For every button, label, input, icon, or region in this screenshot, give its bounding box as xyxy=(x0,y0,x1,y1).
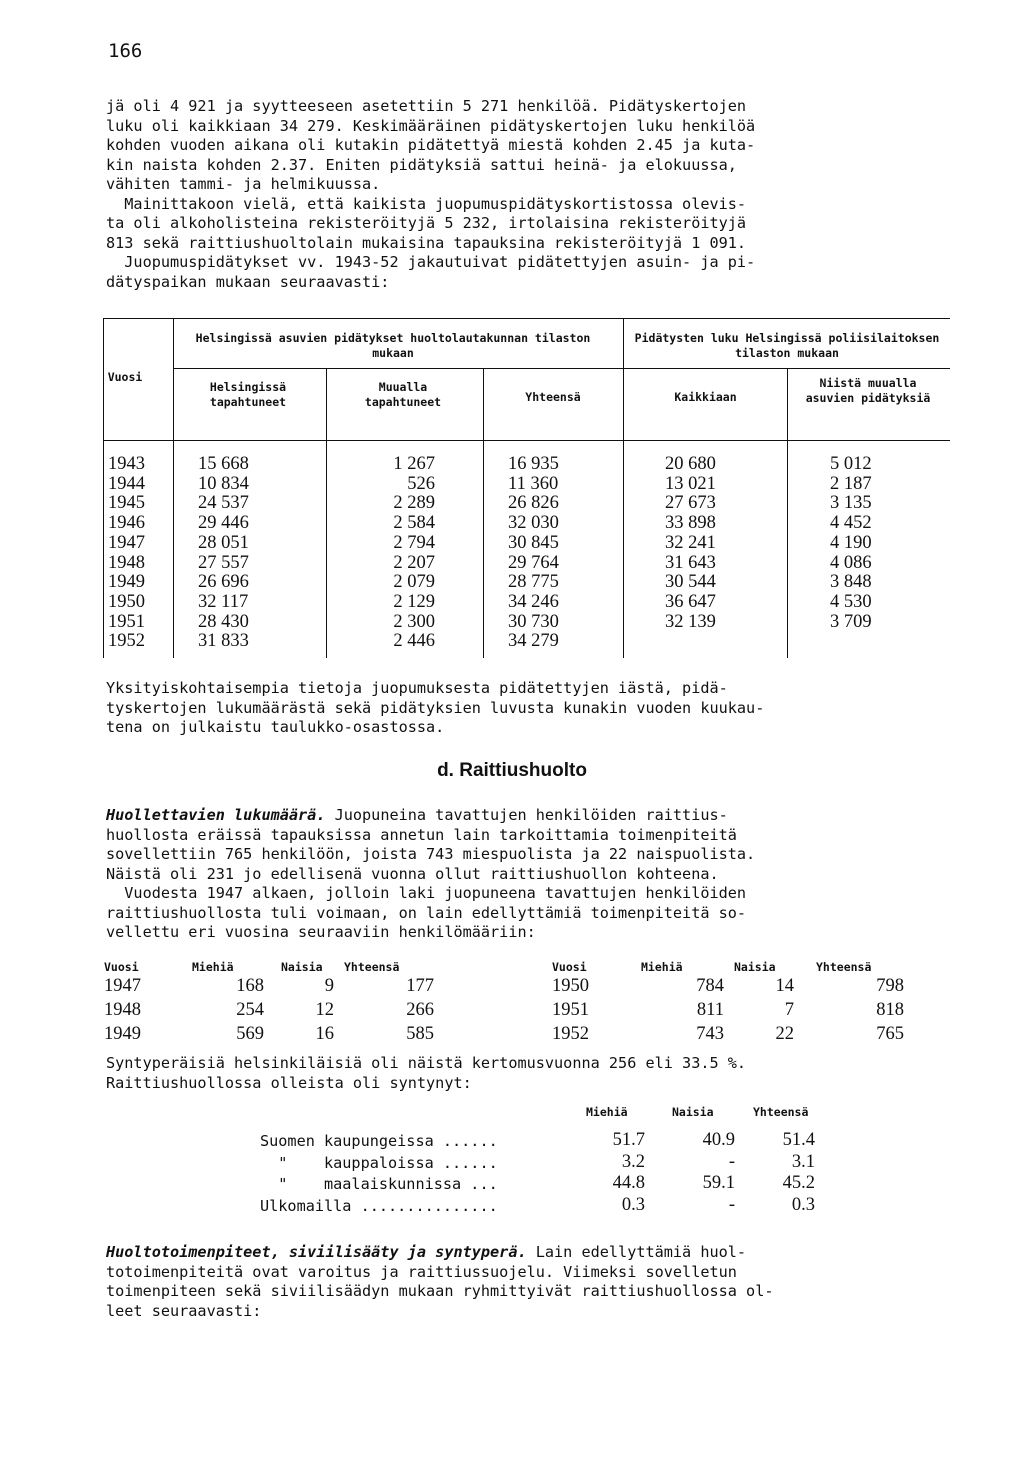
cell-muualla: 2 289 xyxy=(393,493,435,514)
cell-kaikkiaan: 32 241 xyxy=(665,532,716,553)
col-header-muualla: Muualla tapahtuneet xyxy=(364,380,442,409)
table-rule xyxy=(103,318,104,658)
col-header-yhteensa: Yhteensä xyxy=(525,390,581,404)
cell-year: 1949 xyxy=(104,1024,141,1044)
cell-helsingissa: 15 668 xyxy=(198,454,249,474)
cell-niista: 3 135 xyxy=(830,493,872,514)
col-header-miehia: Miehiä xyxy=(641,960,683,974)
cell-yhteensa: 266 xyxy=(406,1000,434,1020)
text-line: leet seuraavasti: xyxy=(106,1301,262,1320)
cell-yhteensa: 45.2 xyxy=(782,1173,815,1193)
table-rule xyxy=(173,318,174,658)
text-line: Yksityiskohtaisempia tietoja juopumuksesta pidätettyjen iästä, pidä- xyxy=(106,679,728,697)
cell-miehia: 168 xyxy=(236,976,264,996)
cell-year: 1952 xyxy=(552,1024,589,1044)
table-rule xyxy=(483,368,484,658)
table-rule xyxy=(103,440,950,441)
cell-muualla: 2 129 xyxy=(393,591,435,612)
origin-paragraph xyxy=(106,1054,966,1093)
row-label: Ulkomailla ............... xyxy=(260,1196,498,1215)
cell-yhteensa: 28 775 xyxy=(508,572,559,593)
cell-year: 1948 xyxy=(104,1000,141,1020)
text-line: luku oli kaikkiaan 34 279. Keskimääräinen pidätyskertojen luku henkilöä xyxy=(106,116,756,135)
row-label: " kauppaloissa ...... xyxy=(260,1153,498,1172)
group-header-huoltolautakunta: Helsingissä asuvien pidätykset huoltolautakunnan tilaston mukaan xyxy=(195,331,591,360)
text-line: Raittiushuollossa olleista oli syntynyt: xyxy=(106,1073,472,1092)
text-line xyxy=(106,1243,966,1263)
cell-niista: 3 848 xyxy=(830,572,872,593)
col-header-naisia: Naisia xyxy=(281,960,323,974)
cell-miehia: 3.2 xyxy=(621,1151,645,1172)
col-header-vuosi: Vuosi xyxy=(104,960,139,974)
cell-yhteensa: 34 279 xyxy=(508,631,559,652)
cell-yhteensa: 51.4 xyxy=(782,1130,815,1150)
col-header-naisia: Naisia xyxy=(672,1105,714,1119)
cell-helsingissa: 24 537 xyxy=(198,493,249,514)
lead-phrase: Huollettavien lukumäärä. xyxy=(106,806,326,824)
cell-year: 1943 xyxy=(108,454,145,474)
text-fragment: Juopuneina tavattujen henkilöiden raittius- xyxy=(325,806,728,824)
cell-helsingissa: 28 051 xyxy=(198,532,249,553)
text-line: Vuodesta 1947 alkaen, jolloin laki juopuneena tavattujen henkilöiden xyxy=(106,884,747,902)
cell-naisia: 40.9 xyxy=(702,1130,735,1150)
text-line: Näistä oli 231 jo edellisenä vuonna ollut raittiushuollon kohteena. xyxy=(106,864,719,883)
cell-year: 1951 xyxy=(108,611,145,632)
col-header-helsingissa: Helsingissä tapahtuneet xyxy=(209,380,287,409)
cell-muualla: 2 794 xyxy=(393,532,435,553)
row-label: Suomen kaupungeissa ...... xyxy=(260,1132,498,1150)
text-line: totoimenpiteitä ovat varoitus ja raittiussuojelu. Viimeksi sovelletun xyxy=(106,1262,737,1281)
cell-yhteensa: 585 xyxy=(406,1024,434,1044)
cell-naisia: 12 xyxy=(315,1000,334,1020)
cell-yhteensa: 29 764 xyxy=(508,552,559,573)
cell-naisia: 7 xyxy=(784,1000,794,1020)
cell-miehia: 51.7 xyxy=(612,1130,645,1150)
cell-yhteensa: 16 935 xyxy=(508,454,559,474)
cell-yhteensa: 765 xyxy=(876,1024,904,1044)
text-line: dätyspaikan mukaan seuraavasti: xyxy=(106,272,390,291)
cell-yhteensa: 818 xyxy=(876,1000,904,1020)
cell-naisia: - xyxy=(728,1151,735,1172)
lead-phrase: Huoltotoimenpiteet, siviilisääty ja syntyperä. xyxy=(106,1243,527,1261)
cell-kaikkiaan: 32 139 xyxy=(665,611,716,632)
cell-yhteensa: 0.3 xyxy=(791,1194,815,1215)
cell-year: 1950 xyxy=(108,591,145,612)
cell-muualla: 2 584 xyxy=(393,513,435,534)
section-heading: d. Raittiushuolto xyxy=(437,760,587,781)
cell-naisia: 9 xyxy=(324,976,334,996)
cell-kaikkiaan: 20 680 xyxy=(665,454,716,474)
arrests-table xyxy=(103,318,950,658)
cell-yhteensa: 32 030 xyxy=(508,513,559,534)
cell-helsingissa: 32 117 xyxy=(198,591,249,612)
cell-year: 1952 xyxy=(108,631,145,652)
col-header-miehia: Miehiä xyxy=(192,960,234,974)
cell-yhteensa: 11 360 xyxy=(508,473,559,494)
col-header-yhteensa: Yhteensä xyxy=(344,960,400,974)
cell-year: 1945 xyxy=(108,493,145,514)
text-line: jä oli 4 921 ja syytteeseen asetettiin 5 271 henkilöä. Pidätyskertojen xyxy=(106,97,747,115)
cell-miehia: 784 xyxy=(696,976,724,996)
cell-niista: 4 452 xyxy=(830,513,872,534)
cell-year: 1947 xyxy=(104,976,141,996)
row-label: " maalaiskunnissa ... xyxy=(260,1175,498,1193)
text-line: kohden vuoden aikana oli kutakin pidätettyä miestä kohden 2.45 ja kuta- xyxy=(106,136,756,154)
cell-niista: 5 012 xyxy=(830,454,872,474)
text-line: Syntyperäisiä helsinkiläisiä oli näistä kertomusvuonna 256 eli 33.5 %. xyxy=(106,1054,747,1072)
cell-kaikkiaan: 36 647 xyxy=(665,591,716,612)
text-line xyxy=(106,806,966,826)
cell-year: 1951 xyxy=(552,1000,589,1020)
col-header-kaikkiaan: Kaikkiaan xyxy=(674,390,737,404)
cell-yhteensa: 798 xyxy=(876,976,904,996)
cell-naisia: 14 xyxy=(775,976,794,996)
col-header-niista: Niistä muualla asuvien pidätyksiä xyxy=(805,376,931,405)
col-header-vuosi: Vuosi xyxy=(552,960,587,974)
cell-muualla: 2 300 xyxy=(393,611,435,632)
cell-yhteensa: 3.1 xyxy=(791,1151,815,1172)
cell-yhteensa: 30 845 xyxy=(508,532,559,553)
cell-helsingissa: 29 446 xyxy=(198,513,249,534)
col-header-yhteensa: Yhteensä xyxy=(816,960,872,974)
text-line: raittiushuollosta tuli voimaan, on lain edellyttämiä toimenpiteitä so- xyxy=(106,903,747,922)
cell-yhteensa: 177 xyxy=(406,976,434,996)
cell-muualla: 2 207 xyxy=(393,552,435,573)
cell-year: 1950 xyxy=(552,976,589,996)
text-line: 813 sekä raittiushuoltolain mukaisina tapauksina rekisteröityjä 1 091. xyxy=(106,233,747,252)
text-line: tyskertojen lukumäärästä sekä pidätyksien luvusta kunakin vuoden kuukau- xyxy=(106,698,765,717)
table-rule xyxy=(173,368,950,369)
page-number: 166 xyxy=(108,40,143,62)
text-line: Juopumuspidätykset vv. 1943-52 jakautuivat pidätettyjen asuin- ja pi- xyxy=(106,253,756,271)
cell-muualla: 1 267 xyxy=(393,454,435,474)
cell-kaikkiaan: 31 643 xyxy=(665,552,716,573)
cell-niista: 4 086 xyxy=(830,552,872,573)
text-line: huollosta eräissä tapauksissa annetun lain tarkoittamia toimenpiteitä xyxy=(106,825,737,844)
cell-year: 1946 xyxy=(108,513,145,534)
col-header-yhteensa: Yhteensä xyxy=(753,1105,809,1119)
cell-year: 1949 xyxy=(108,572,145,593)
cell-kaikkiaan: 30 544 xyxy=(665,572,716,593)
cell-naisia: 16 xyxy=(315,1024,334,1044)
cell-naisia: 59.1 xyxy=(702,1173,735,1193)
cell-helsingissa: 26 696 xyxy=(198,572,249,593)
cell-helsingissa: 27 557 xyxy=(198,552,249,573)
cell-year: 1948 xyxy=(108,552,145,573)
text-line: vähiten tammi- ja helmikuussa. xyxy=(106,175,381,193)
text-fragment: Lain edellyttämiä huol- xyxy=(526,1243,747,1261)
cell-year: 1944 xyxy=(108,473,145,494)
cell-helsingissa: 31 833 xyxy=(198,631,249,652)
section-paragraph xyxy=(106,806,966,943)
text-line: Mainittakoon vielä, että kaikista juopumuspidätyskortistossa olevis- xyxy=(106,194,747,213)
cell-naisia: 22 xyxy=(775,1024,794,1044)
intro-paragraph xyxy=(106,97,966,292)
col-header-naisia: Naisia xyxy=(734,960,776,974)
cell-helsingissa: 10 834 xyxy=(198,473,249,494)
cell-muualla: 2 079 xyxy=(393,572,435,593)
cell-niista: 4 530 xyxy=(830,591,872,612)
col-header-miehia: Miehiä xyxy=(586,1105,628,1119)
cell-muualla: 2 446 xyxy=(393,631,435,652)
cell-niista: 4 190 xyxy=(830,532,872,553)
text-line: tena on julkaistu taulukko-osastossa. xyxy=(106,718,445,736)
text-line: vellettu eri vuosina seuraaviin henkilömääriin: xyxy=(106,923,536,941)
cell-yhteensa: 34 246 xyxy=(508,591,559,612)
table-rule xyxy=(103,318,950,319)
cell-niista: 3 709 xyxy=(830,611,872,632)
final-paragraph xyxy=(106,1243,966,1321)
cell-miehia: 569 xyxy=(236,1024,264,1044)
group-header-poliisi: Pidätysten luku Helsingissä poliisilaitoksen tilaston mukaan xyxy=(634,331,940,360)
cell-yhteensa: 30 730 xyxy=(508,611,559,632)
table-rule xyxy=(787,368,788,658)
text-line: kin naista kohden 2.37. Eniten pidätyksiä sattui heinä- ja elokuussa, xyxy=(106,155,737,174)
cell-miehia: 0.3 xyxy=(621,1194,645,1215)
cell-miehia: 743 xyxy=(696,1024,724,1044)
cell-year: 1947 xyxy=(108,532,145,553)
text-line: ta oli alkoholisteina rekisteröityjä 5 232, irtolaisina rekisteröityjä xyxy=(106,214,747,232)
after-table-paragraph xyxy=(106,679,966,738)
text-line: sovellettiin 765 henkilöön, joista 743 miespuolista ja 22 naispuolista. xyxy=(106,845,756,863)
table-rule xyxy=(326,368,327,658)
col-header-year: Vuosi xyxy=(107,370,143,384)
cell-miehia: 811 xyxy=(696,1000,724,1020)
cell-kaikkiaan: 13 021 xyxy=(665,473,716,494)
cell-naisia: - xyxy=(728,1194,735,1215)
cell-kaikkiaan: 33 898 xyxy=(665,513,716,534)
cell-miehia: 254 xyxy=(236,1000,264,1020)
text-line: toimenpiteen sekä siviilisäädyn mukaan ryhmittyivät raittiushuollossa ol- xyxy=(106,1282,774,1300)
table-rule xyxy=(623,318,624,658)
cell-kaikkiaan: 27 673 xyxy=(665,493,716,514)
cell-helsingissa: 28 430 xyxy=(198,611,249,632)
cell-miehia: 44.8 xyxy=(612,1173,645,1193)
cell-yhteensa: 26 826 xyxy=(508,493,559,514)
cell-muualla: 526 xyxy=(407,473,435,494)
cell-niista: 2 187 xyxy=(830,473,872,494)
